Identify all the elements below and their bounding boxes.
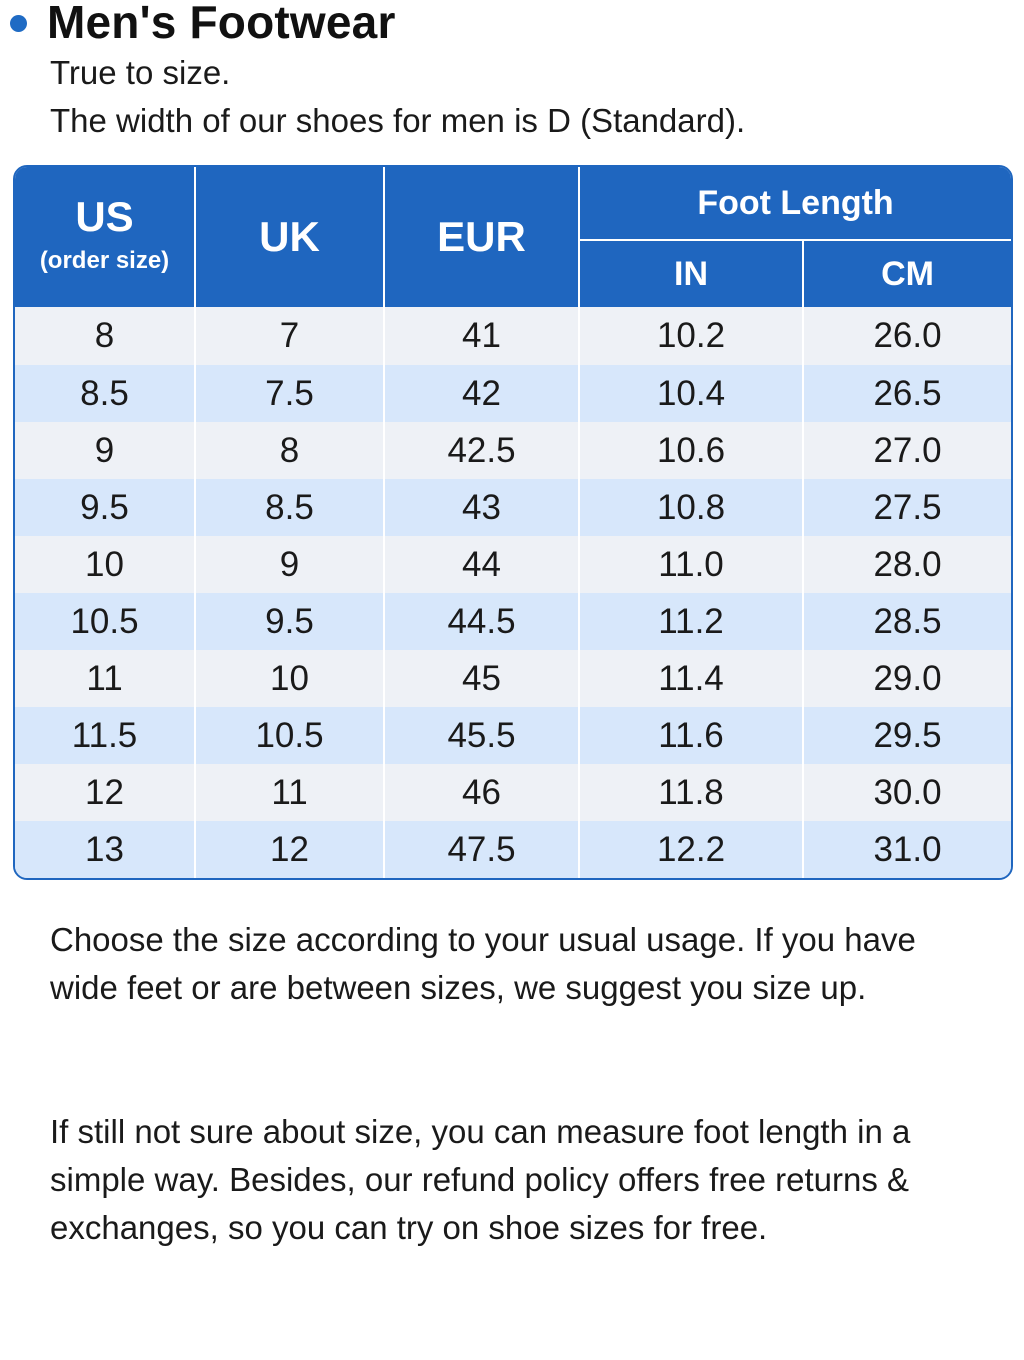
table-row <box>15 536 1011 593</box>
cell-eur: 44 <box>384 536 579 593</box>
table-row <box>15 764 1011 821</box>
cell-uk: 11 <box>195 764 384 821</box>
cell-us: 9.5 <box>15 479 195 536</box>
cell-eur: 42 <box>384 365 579 422</box>
cell-cm: 27.0 <box>803 422 1011 479</box>
cell-cm: 27.5 <box>803 479 1011 536</box>
cell-uk: 12 <box>195 821 384 878</box>
table-row <box>15 422 1011 479</box>
table-row <box>15 365 1011 422</box>
cell-uk: 8 <box>195 422 384 479</box>
sizing-advice: Choose the size according to your usual usage. If you have wide feet or are between sizes, we suggest you size up. <box>50 921 916 1006</box>
cell-uk: 8.5 <box>195 479 384 536</box>
cell-cm: 28.5 <box>803 593 1011 650</box>
cell-eur: 42.5 <box>384 422 579 479</box>
cell-cm: 30.0 <box>803 764 1011 821</box>
cell-in: 10.2 <box>579 307 803 365</box>
refund-advice: If still not sure about size, you can measure foot length in a simple way. Besides, our refund policy offers free returns & exchanges, so you can try on shoe sizes for free. <box>50 1113 911 1246</box>
header-in: IN <box>579 240 803 307</box>
fit-note: True to size. <box>50 54 231 91</box>
cell-uk: 9 <box>195 536 384 593</box>
cell-eur: 47.5 <box>384 821 579 878</box>
cell-cm: 29.5 <box>803 707 1011 764</box>
width-note: The width of our shoes for men is D (Standard). <box>50 102 746 139</box>
size-chart-body <box>15 307 1011 878</box>
cell-us: 10.5 <box>15 593 195 650</box>
table-row <box>15 650 1011 707</box>
cell-in: 10.8 <box>579 479 803 536</box>
cell-in: 11.0 <box>579 536 803 593</box>
cell-us: 11 <box>15 650 195 707</box>
header-us-note: (order size) <box>39 247 170 274</box>
cell-in: 11.4 <box>579 650 803 707</box>
cell-eur: 45.5 <box>384 707 579 764</box>
cell-us: 8 <box>15 307 195 365</box>
cell-uk: 7.5 <box>195 365 384 422</box>
cell-us: 8.5 <box>15 365 195 422</box>
cell-in: 11.6 <box>579 707 803 764</box>
table-row <box>15 707 1011 764</box>
cell-in: 11.2 <box>579 593 803 650</box>
cell-us: 11.5 <box>15 707 195 764</box>
bullet-icon <box>10 15 27 32</box>
section-header <box>10 0 396 48</box>
cell-uk: 10 <box>195 650 384 707</box>
header-us-label: US <box>75 193 134 240</box>
cell-eur: 41 <box>384 307 579 365</box>
header-cm: CM <box>803 240 1011 307</box>
size-chart-table <box>13 165 1013 880</box>
cell-cm: 31.0 <box>803 821 1011 878</box>
table-row <box>15 307 1011 365</box>
cell-us: 12 <box>15 764 195 821</box>
cell-us: 10 <box>15 536 195 593</box>
cell-in: 10.6 <box>579 422 803 479</box>
cell-cm: 28.0 <box>803 536 1011 593</box>
table-row <box>15 593 1011 650</box>
cell-uk: 9.5 <box>195 593 384 650</box>
cell-eur: 43 <box>384 479 579 536</box>
header-uk: UK <box>195 167 384 307</box>
cell-us: 13 <box>15 821 195 878</box>
cell-uk: 10.5 <box>195 707 384 764</box>
header-foot-length: Foot Length <box>579 167 1011 240</box>
cell-us: 9 <box>15 422 195 479</box>
table-row <box>15 821 1011 878</box>
cell-in: 12.2 <box>579 821 803 878</box>
cell-in: 10.4 <box>579 365 803 422</box>
cell-eur: 46 <box>384 764 579 821</box>
page-title: Men's Footwear <box>47 0 396 48</box>
cell-cm: 26.0 <box>803 307 1011 365</box>
cell-eur: 44.5 <box>384 593 579 650</box>
cell-in: 11.8 <box>579 764 803 821</box>
table-row <box>15 479 1011 536</box>
header-us <box>15 167 195 307</box>
cell-cm: 29.0 <box>803 650 1011 707</box>
cell-eur: 45 <box>384 650 579 707</box>
cell-uk: 7 <box>195 307 384 365</box>
header-eur: EUR <box>384 167 579 307</box>
cell-cm: 26.5 <box>803 365 1011 422</box>
